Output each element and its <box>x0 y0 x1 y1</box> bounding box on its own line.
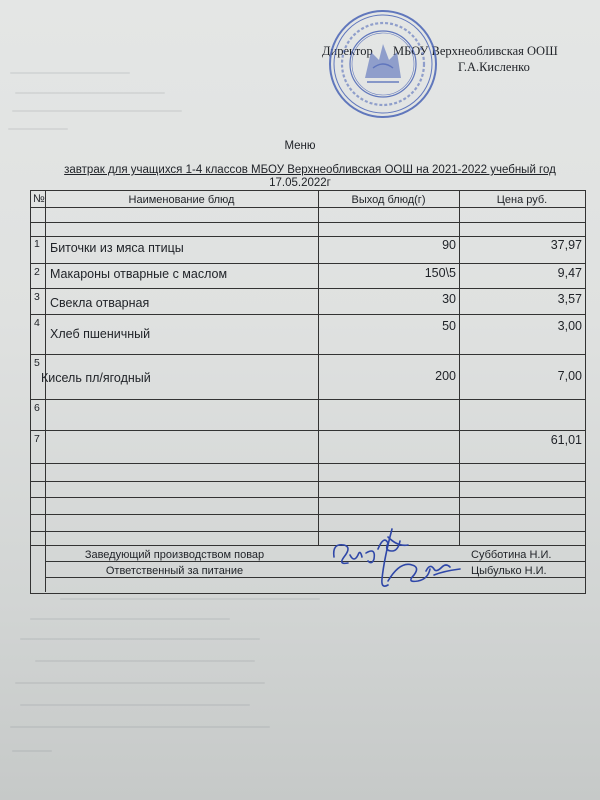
director-label: Директор <box>322 44 373 58</box>
menu-table <box>30 190 586 594</box>
handwritten-signature-icon <box>328 527 468 595</box>
row-number: 2 <box>34 266 40 278</box>
grid-line <box>31 531 585 532</box>
dish-yield: 150\5 <box>424 266 456 280</box>
menu-subtitle: завтрак для учащихся 1-4 классов МБОУ Верхнеобливская ООШ на 2021-2022 учебный год <box>64 164 556 176</box>
dish-name: Макароны отварные с маслом <box>50 267 228 281</box>
grid-line <box>45 577 585 578</box>
signatory-role: Заведующий производством повар <box>84 549 265 561</box>
dish-price: 37,97 <box>550 238 582 252</box>
grid-line <box>31 263 585 264</box>
bleed-through <box>20 638 260 640</box>
menu-date: 17.05.2022г <box>269 177 331 189</box>
grid-line <box>31 514 585 515</box>
bleed-through <box>35 660 255 662</box>
bleed-through <box>15 92 165 94</box>
dish-price: 3,00 <box>557 319 582 333</box>
column-header-yield: Выход блюд(г) <box>351 194 426 206</box>
row-number: 1 <box>34 238 40 250</box>
grid-line <box>31 430 585 431</box>
bleed-through <box>10 726 270 728</box>
dish-yield: 200 <box>435 369 456 383</box>
total-price: 61,01 <box>550 433 582 447</box>
row-number: 3 <box>34 291 40 303</box>
bleed-through <box>10 72 130 74</box>
grid-line <box>31 399 585 400</box>
row-number: 5 <box>34 357 40 369</box>
column-header-name: Наименование блюд <box>128 194 235 206</box>
row-number: 6 <box>34 402 40 414</box>
director-org: МБОУ Верхнеобливская ООШ <box>392 44 558 58</box>
director-name: Г.А.Кисленко <box>458 60 530 74</box>
grid-line <box>31 222 585 223</box>
grid-line <box>31 314 585 315</box>
grid-line <box>31 354 585 355</box>
bleed-through <box>12 110 182 112</box>
bleed-through <box>60 598 320 600</box>
grid-line <box>31 497 585 498</box>
grid-line <box>31 463 585 464</box>
signatory-role: Ответственный за питание <box>105 565 244 577</box>
dish-yield: 90 <box>442 238 456 252</box>
bleed-through <box>15 682 265 684</box>
bleed-through <box>20 704 250 706</box>
bleed-through <box>8 128 68 130</box>
grid-line <box>31 207 585 208</box>
grid-line <box>31 481 585 482</box>
bleed-through <box>30 618 230 620</box>
dish-name: Кисель пл/ягодный <box>41 371 151 385</box>
bleed-through <box>12 750 52 752</box>
dish-name: Биточки из мяса птицы <box>50 241 184 255</box>
signatory-name: Субботина Н.И. <box>471 549 552 561</box>
dish-name: Хлеб пшеничный <box>50 327 151 341</box>
grid-line <box>31 545 585 546</box>
column-header-price: Цена руб. <box>496 194 548 206</box>
dish-price: 3,57 <box>557 292 582 306</box>
signatory-name: Цыбулько Н.И. <box>471 565 547 577</box>
official-seal-icon <box>327 8 439 120</box>
dish-price: 7,00 <box>557 369 582 383</box>
dish-price: 9,47 <box>557 266 582 280</box>
grid-line <box>31 236 585 237</box>
dish-name: Свекла отварная <box>50 296 150 310</box>
column-header-num: № <box>33 193 45 205</box>
row-number: 7 <box>34 433 40 445</box>
grid-line <box>45 561 585 562</box>
dish-yield: 30 <box>442 292 456 306</box>
dish-yield: 50 <box>442 319 456 333</box>
page-title: Меню <box>284 140 316 152</box>
row-number: 4 <box>34 317 40 329</box>
grid-line <box>31 288 585 289</box>
